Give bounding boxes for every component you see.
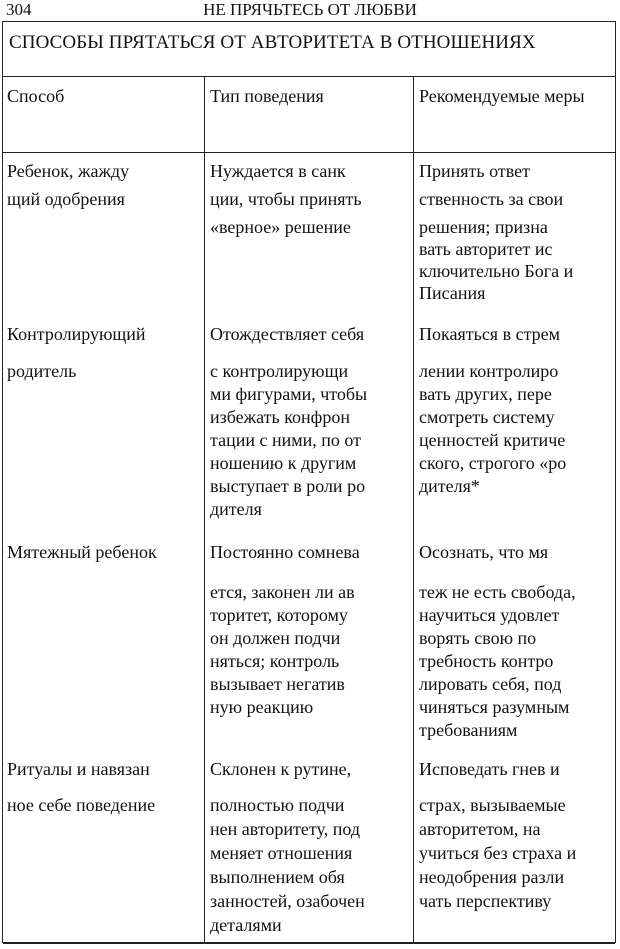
table-cell-line: ми фигурами, чтобы [210, 384, 368, 404]
table-cell-line: научиться удовлет [419, 605, 560, 625]
table-cell-line: Мятежный ребенок [7, 542, 157, 562]
table-cell-line: ского, строгого «ро [419, 453, 567, 473]
table-title: СПОСОБЫ ПРЯТАТЬСЯ ОТ АВТОРИТЕТА В ОТНОШЕНИЯХ [9, 32, 536, 53]
table-cell-line: лении контролиро [419, 361, 559, 381]
table-cell-line: чиняться разумным [419, 697, 570, 717]
table-cell-line: страх, вызываемые [419, 795, 566, 815]
table-cell-line: меняет отношения [210, 843, 353, 863]
table-cell-line: ношению к другим [210, 453, 357, 473]
table-cell-line: ции, чтобы принять [210, 189, 362, 209]
table-cell-line: чать перспективу [419, 891, 552, 911]
table-cell-line: вать авторитет ис [419, 239, 553, 259]
table-cell-line: теж не есть свобода, [419, 582, 576, 602]
running-head: НЕ ПРЯЧЬТЕСЬ ОТ ЛЮБВИ [203, 0, 417, 19]
table-cell-line: смотреть систему [419, 407, 555, 427]
table-cell-line: ственность за свои [419, 189, 564, 209]
table-cell-line: ется, законен ли ав [210, 582, 355, 602]
table-cell-line: дителя [210, 499, 262, 519]
table-cell-line: ную реакцию [210, 697, 314, 717]
table-cell-line: ное себе поведение [7, 795, 156, 815]
table-cell-line: вать других, пере [419, 384, 552, 404]
table-cell-line: Отождествляет себя [210, 324, 365, 344]
table-cell-line: тации с ними, по от [210, 430, 362, 450]
table-cell-line: торитет, которому [210, 605, 348, 625]
table-cell-line: выполнением обя [210, 867, 345, 887]
table-cell-line: решения; призна [419, 217, 548, 237]
header-measures: Рекомендуемые меры [419, 86, 585, 106]
table-cell-line: Покаяться в стрем [419, 324, 561, 344]
table-cell-line: Принять ответ [419, 161, 530, 181]
table-cell-line: Исповедать гнев и [419, 759, 560, 779]
table-cell-line: Писания [419, 283, 486, 303]
table-cell-line: ценностей критиче [419, 430, 566, 450]
table-cell-line: с контролирующи [210, 361, 349, 381]
table-cell-line: деталями [210, 915, 282, 935]
header-way: Способ [7, 86, 65, 106]
table-cell-line: неодобрения разли [419, 867, 565, 887]
table-cell-line: требованиям [419, 720, 518, 740]
table-cell-line: лировать себя, под [419, 674, 562, 694]
column-divider-2 [413, 76, 414, 942]
table-cell-line: Склонен к рутине, [210, 759, 352, 779]
table-cell-line: избежать конфрон [210, 407, 350, 427]
table-cell-line: он должен подчи [210, 628, 341, 648]
methods-table [2, 21, 616, 943]
table-cell-line: Ритуалы и навязан [7, 759, 150, 779]
table-cell-line: ворять свою по [419, 628, 537, 648]
table-cell-line: Осознать, что мя [419, 542, 549, 562]
table-cell-line: авторитетом, на [419, 819, 541, 839]
table-cell-line: Нуждается в санк [210, 161, 346, 181]
table-cell-line: Ребенок, жажду [7, 161, 130, 181]
table-cell-line: дителя* [419, 476, 480, 496]
table-cell-line: выступает в роли ро [210, 476, 366, 496]
title-divider [3, 76, 615, 77]
table-cell-line: няться; контроль [210, 651, 340, 671]
table-cell-line: нен авторитету, под [210, 819, 361, 839]
header-divider [3, 152, 615, 153]
page-number: 304 [6, 0, 32, 19]
table-cell-line: ключительно Бога и [419, 261, 574, 281]
table-bottom-rule [3, 943, 615, 944]
table-cell-line: Контролирующий [7, 324, 146, 344]
table-cell-line: учиться без страха и [419, 843, 577, 863]
table-cell-line: щий одобрения [7, 189, 125, 209]
header-behavior: Тип поведения [210, 86, 324, 106]
table-cell-line: Постоянно сомнева [210, 542, 360, 562]
table-cell-line: полностью подчи [210, 795, 345, 815]
table-cell-line: «верное» решение [210, 217, 351, 237]
table-cell-line: занностей, озабочен [210, 891, 365, 911]
table-cell-line: требность контро [419, 651, 554, 671]
table-cell-line: вызывает негатив [210, 674, 345, 694]
column-divider-1 [204, 76, 205, 942]
table-cell-line: родитель [7, 361, 77, 381]
